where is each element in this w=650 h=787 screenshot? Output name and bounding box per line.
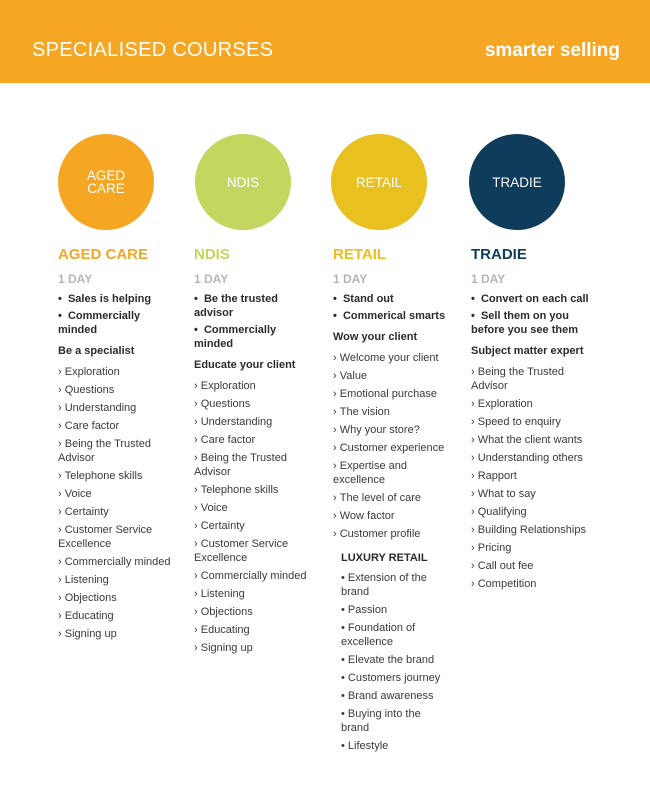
- luxury-item: • Extension of the brand: [341, 571, 451, 599]
- retail-column: [333, 246, 451, 757]
- highlight: • Commerical smarts: [333, 309, 451, 323]
- list-item: › Being the Trusted Advisor: [194, 451, 309, 479]
- list-item: › Understanding others: [471, 451, 589, 465]
- highlight: • Convert on each call: [471, 292, 589, 306]
- list-item: › Care factor: [58, 419, 173, 433]
- list-item: › The vision: [333, 405, 451, 419]
- luxury-item: • Lifestyle: [341, 739, 451, 753]
- column-subtitle: Be a specialist: [58, 345, 135, 357]
- list-item: › Objections: [194, 605, 309, 619]
- list-item: › Listening: [58, 573, 173, 587]
- list-item: › Educating: [58, 609, 173, 623]
- duration: 1 DAY: [58, 272, 93, 286]
- list-item: › Questions: [194, 397, 309, 411]
- list-item: › Wow factor: [333, 509, 451, 523]
- luxury-retail-title: LUXURY RETAIL: [341, 552, 428, 564]
- column-subtitle: Educate your client: [194, 359, 296, 371]
- list-item: › Competition: [471, 577, 589, 591]
- list-item: › Customer experience: [333, 441, 451, 455]
- highlight: • Sales is helping: [58, 292, 173, 306]
- aged-care-circle: AGED CARE: [58, 134, 154, 230]
- list-item: › Certainty: [58, 505, 173, 519]
- list-item: › Qualifying: [471, 505, 589, 519]
- list-item: › Signing up: [194, 641, 309, 655]
- column-title: TRADIE: [471, 246, 527, 263]
- column-title: NDIS: [194, 246, 230, 263]
- column-subtitle: Subject matter expert: [471, 345, 584, 357]
- luxury-item: • Buying into the brand: [341, 707, 451, 735]
- column-title: RETAIL: [333, 246, 387, 263]
- duration: 1 DAY: [194, 272, 229, 286]
- highlight: • Sell them on you before you see them: [471, 309, 589, 337]
- luxury-item: • Foundation of excellence: [341, 621, 451, 649]
- tradie-column: [471, 246, 589, 595]
- ndis-column: [194, 246, 309, 659]
- list-item: › What to say: [471, 487, 589, 501]
- list-item: › Speed to enquiry: [471, 415, 589, 429]
- list-item: › Commercially minded: [194, 569, 309, 583]
- list-item: › Understanding: [58, 401, 173, 415]
- page-title: SPECIALISED COURSES: [32, 39, 274, 61]
- tradie-circle: TRADIE: [469, 134, 565, 230]
- list-item: › Exploration: [194, 379, 309, 393]
- list-item: › Customer profile: [333, 527, 451, 541]
- list-item: › Rapport: [471, 469, 589, 483]
- duration: 1 DAY: [471, 272, 506, 286]
- list-item: › Educating: [194, 623, 309, 637]
- list-item: › Customer Service Excellence: [58, 523, 173, 551]
- list-item: › Listening: [194, 587, 309, 601]
- list-item: › Care factor: [194, 433, 309, 447]
- list-item: › Objections: [58, 591, 173, 605]
- list-item: › Being the Trusted Advisor: [58, 437, 173, 465]
- highlight: • Stand out: [333, 292, 451, 306]
- list-item: › Signing up: [58, 627, 173, 641]
- list-item: › Exploration: [58, 365, 173, 379]
- highlight: • Commercially minded: [194, 323, 309, 351]
- list-item: › Voice: [58, 487, 173, 501]
- list-item: › Customer Service Excellence: [194, 537, 309, 565]
- list-item: › Questions: [58, 383, 173, 397]
- list-item: › Expertise and excellence: [333, 459, 451, 487]
- list-item: › Why your store?: [333, 423, 451, 437]
- list-item: › Exploration: [471, 397, 589, 411]
- list-item: › Certainty: [194, 519, 309, 533]
- list-item: › Value: [333, 369, 451, 383]
- ndis-circle: NDIS: [195, 134, 291, 230]
- duration: 1 DAY: [333, 272, 368, 286]
- list-item: › Call out fee: [471, 559, 589, 573]
- list-item: › Pricing: [471, 541, 589, 555]
- header-banner: [0, 0, 650, 83]
- luxury-item: • Brand awareness: [341, 689, 451, 703]
- column-subtitle: Wow your client: [333, 331, 418, 343]
- list-item: › Telephone skills: [58, 469, 173, 483]
- list-item: › Voice: [194, 501, 309, 515]
- column-title: AGED CARE: [58, 246, 149, 263]
- highlight: • Be the trusted advisor: [194, 292, 309, 320]
- list-item: › Welcome your client: [333, 351, 451, 365]
- highlight: • Commercially minded: [58, 309, 173, 337]
- aged-care-column: [58, 246, 173, 645]
- list-item: › What the client wants: [471, 433, 589, 447]
- list-item: › Emotional purchase: [333, 387, 451, 401]
- retail-circle: RETAIL: [331, 134, 427, 230]
- list-item: › Telephone skills: [194, 483, 309, 497]
- tagline: smarter selling: [484, 40, 620, 61]
- list-item: › Being the Trusted Advisor: [471, 365, 589, 393]
- luxury-item: • Elevate the brand: [341, 653, 451, 667]
- list-item: › Understanding: [194, 415, 309, 429]
- list-item: › The level of care: [333, 491, 451, 505]
- list-item: › Building Relationships: [471, 523, 589, 537]
- luxury-item: • Customers journey: [341, 671, 451, 685]
- luxury-item: • Passion: [341, 603, 451, 617]
- list-item: › Commercially minded: [58, 555, 173, 569]
